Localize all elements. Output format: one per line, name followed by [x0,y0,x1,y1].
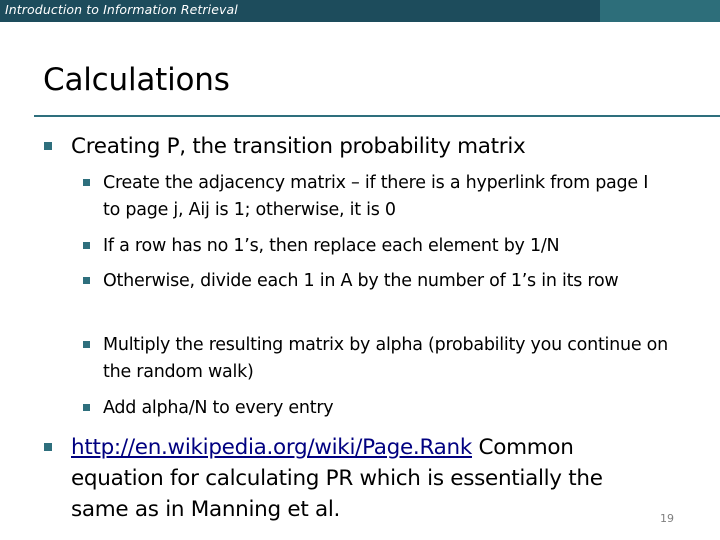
bullet-text-tail: Common equation for calculating PR which is essentially the same as in Manning et al. [71,435,603,522]
bullet-text: Creating P, the transition probability matrix [71,134,526,159]
sub-bullet-adjacency [83,170,668,224]
pagerank-wikipedia-link[interactable]: http://en.wikipedia.org/wiki/Page.Rank [71,435,472,460]
square-bullet-icon [83,404,90,411]
bullet-text [44,432,654,525]
square-bullet-icon [83,179,90,186]
header-accent-block [600,0,720,22]
sub-bullet-text: If a row has no 1’s, then replace each element by 1/N [103,236,560,256]
sub-bullet-multiply-alpha [83,332,668,386]
title-divider [34,115,720,117]
square-bullet-icon [83,341,90,348]
course-title: Introduction to Information Retrieval [5,2,238,17]
sub-bullet-row-no-ones [83,233,668,260]
sub-bullet-text: Multiply the resulting matrix by alpha (probability you continue on the random walk) [103,335,668,382]
sub-bullet-add-alpha-n [83,395,668,422]
sub-bullet-text: Add alpha/N to every entry [103,398,334,418]
slide-title: Calculations [43,62,230,98]
slide-number: 19 [660,512,674,525]
bullet-creating-p [44,131,654,162]
square-bullet-icon [83,277,90,284]
bullet-wikipedia-pagerank [44,432,654,525]
square-bullet-icon [44,443,52,451]
sub-bullet-text: Create the adjacency matrix – if there is a hyperlink from page I to page j, Aij is 1; otherwise, it is 0 [103,173,649,220]
sub-bullet-text: Otherwise, divide each 1 in A by the number of 1’s in its row [103,271,619,291]
square-bullet-icon [83,242,90,249]
header-bar [0,0,600,22]
sub-bullet-divide-ones [83,268,668,295]
square-bullet-icon [44,142,52,150]
